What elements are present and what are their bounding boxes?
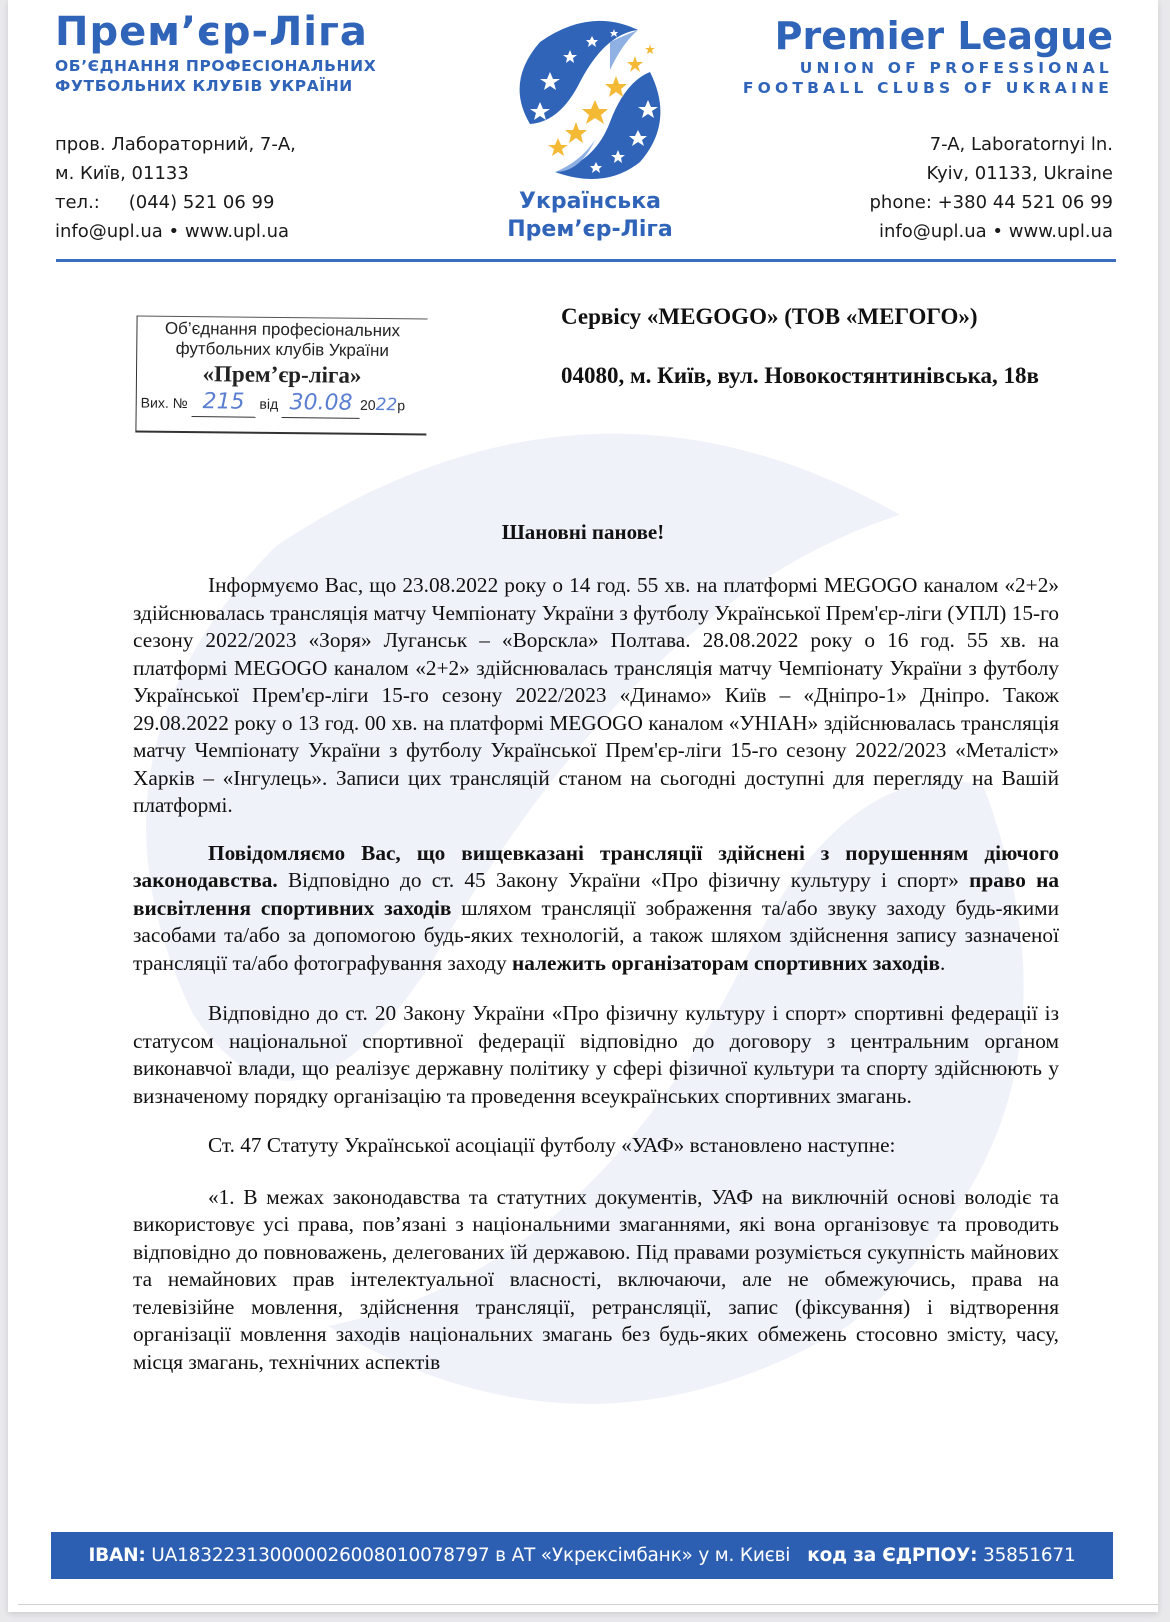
address-en xyxy=(869,130,1113,246)
stamp-line3: «Прем’єр-ліга» xyxy=(202,361,362,388)
upl-logo xyxy=(505,12,675,242)
logo-text-line1: Українська xyxy=(519,189,661,214)
date-value: 30.08 xyxy=(289,390,353,416)
brand-subtitle-ua-2: ФУТБОЛЬНИХ КЛУБІВ УКРАЇНИ xyxy=(55,77,353,95)
p2-bold-2: право на висвітлення спортивних заходів xyxy=(133,868,1060,920)
phone-en: phone: +380 44 521 06 99 xyxy=(869,192,1113,213)
contacts-en: info@upl.ua • www.upl.ua xyxy=(878,221,1113,242)
out-no-value: 215 xyxy=(202,389,245,415)
brand-title-ua: Прем’єр-Ліга xyxy=(55,9,368,55)
letter-page xyxy=(8,0,1158,1612)
year-hand: 22 xyxy=(375,394,398,416)
address-ua xyxy=(55,130,296,246)
iban-label: IBAN: xyxy=(88,1545,146,1566)
date-label: від xyxy=(259,395,279,412)
edrpou-value: 35851671 xyxy=(977,1545,1076,1566)
p2-text-3: . xyxy=(940,950,946,975)
address-en-line1: 7-A, Laboratornyi ln. xyxy=(929,134,1113,155)
p2-text-2: шляхом трансляції зображення та/або звуку заходу будь-якими засобами та/або за допомогою будь-яких технологій, а також шляхом здійснення запису зазначеної трансляції та/або фотографування заходу xyxy=(133,895,1059,975)
paragraph-5: «1. В межах законодавства та статутних документів, УАФ на виключній основі володіє та використовує усі права, пов’язані з національними змаганнями, які вона організовує та проводить відповідно до повноважень, делегованих їй державою. Під правами розуміється сукупність майнових та немайнових прав інтелектуальної власності, включаючи, але не обмежуючись, права на телевізійне мовлення, здійснення трансляції, ретрансляції, запис (фіксування) і відтворення організації мовлення заходів національних змагань без будь-яких обмежень стосовно змісту, часу, місця змагань, технічних аспектів xyxy=(133,1184,1059,1374)
header-divider xyxy=(56,259,1116,262)
iban-value: UA183223130000026008010078797 в АТ «Укрексімбанк» у м. Києві xyxy=(145,1545,808,1566)
brand-subtitle-ua-1: ОБ’ЄДНАННЯ ПРОФЕСІОНАЛЬНИХ xyxy=(55,57,377,75)
brand-subtitle-en-1: UNION OF PROFESSIONAL xyxy=(799,59,1113,77)
year-prefix: 20 xyxy=(359,396,376,413)
edrpou-label: код за ЄДРПОУ: xyxy=(807,1545,978,1566)
outgoing-registration-stamp xyxy=(135,315,427,435)
phone-label: тел.: xyxy=(55,192,100,213)
phone-number: (044) 521 06 99 xyxy=(128,192,275,213)
p2-bold-1: Повідомляємо Вас, що вищевказані трансляції здійснені з порушенням діючого законодавства. xyxy=(133,840,1059,892)
contacts-ua: info@upl.ua • www.upl.ua xyxy=(55,221,290,242)
address-ua-line2: м. Київ, 01133 xyxy=(55,163,189,184)
stamp-line1: Об’єднання професіональних xyxy=(164,318,401,341)
recipient-address: 04080, м. Київ, вул. Новокостянтинівська, 18в xyxy=(561,363,1039,388)
upl-stars-ball-logo-icon xyxy=(510,12,670,182)
letter-body xyxy=(133,572,1059,1376)
logo-text-line2: Прем’єр-Ліга xyxy=(507,217,673,242)
paragraph-2 xyxy=(133,840,1059,978)
paragraph-4: Ст. 47 Статуту Української асоціації футболу «УАФ» встановлено наступне: xyxy=(208,1133,896,1157)
phone-ua xyxy=(55,188,296,217)
brand-subtitle-en-2: FOOTBALL CLUBS OF UKRAINE xyxy=(742,79,1113,97)
address-en-line2: Kyiv, 01133, Ukraine xyxy=(926,163,1113,184)
header-brand-en xyxy=(743,14,1113,98)
recipient-block xyxy=(561,300,1039,393)
paragraph-3: Відповідно до ст. 20 Закону України «Про фізичну культуру і спорт» спортивні федерації із статусом національної спортивної федерації відповідно до договору з центральним органом виконавчої влади, що реалізує державну політику у сфері фізичної культури та спорту здійснюють у визначеному порядку організацію та проведення всеукраїнських спортивних змагань. xyxy=(133,1001,1059,1108)
out-no-label: Вих. № xyxy=(140,394,188,412)
letter-greeting: Шановні панове! xyxy=(501,520,665,544)
stamp-line2: футбольних клубів України xyxy=(175,338,390,361)
header-brand-ua xyxy=(55,8,415,96)
p2-bold-3: належить організаторам спортивних заходів xyxy=(511,950,941,975)
year-suffix: р xyxy=(397,397,406,414)
page-bottom-rule xyxy=(18,1604,1158,1605)
stamp-registration-row xyxy=(137,388,427,419)
recipient-name: Сервісу «MEGOGO» (ТОВ «МЕГОГО») xyxy=(561,304,978,329)
paragraph-1: Інформуємо Вас, що 23.08.2022 року о 14 год. 55 хв. на платформі MEGOGO каналом «2+2» здійснювалась трансляція матчу Чемпіонату України з футболу Української Прем'єр-ліги (УПЛ) 15-го сезону 2022/2023 «Зоря» Луганськ – «Ворскла» Полтава. 28.08.2022 року о 16 год. 55 хв. на платформі MEGOGO каналом «2+2» здійснювалась трансляція матчу Чемпіонату України з футболу Української Прем'єр-ліги 15-го сезону 2022/2023 «Динамо» Київ – «Дніпро-1» Дніпро. Також 29.08.2022 року о 13 год. 00 хв. на платформі MEGOGO каналом «УНІАН» здійснювалась трансляція матчу Чемпіонату України з футболу Української Прем'єр-ліги 15-го сезону 2022/2023 «Металіст» Харків – «Інгулець». Записи цих трансляцій станом на сьогодні доступні для перегляду на Вашій платформі. xyxy=(133,573,1059,817)
address-ua-line1: пров. Лабораторний, 7-А, xyxy=(55,134,296,155)
p2-text-1: Відповідно до ст. 45 Закону України «Про фізичну культуру і спорт» xyxy=(277,868,970,892)
bank-details-footer xyxy=(51,1532,1113,1579)
brand-title-en: Premier League xyxy=(774,14,1113,58)
